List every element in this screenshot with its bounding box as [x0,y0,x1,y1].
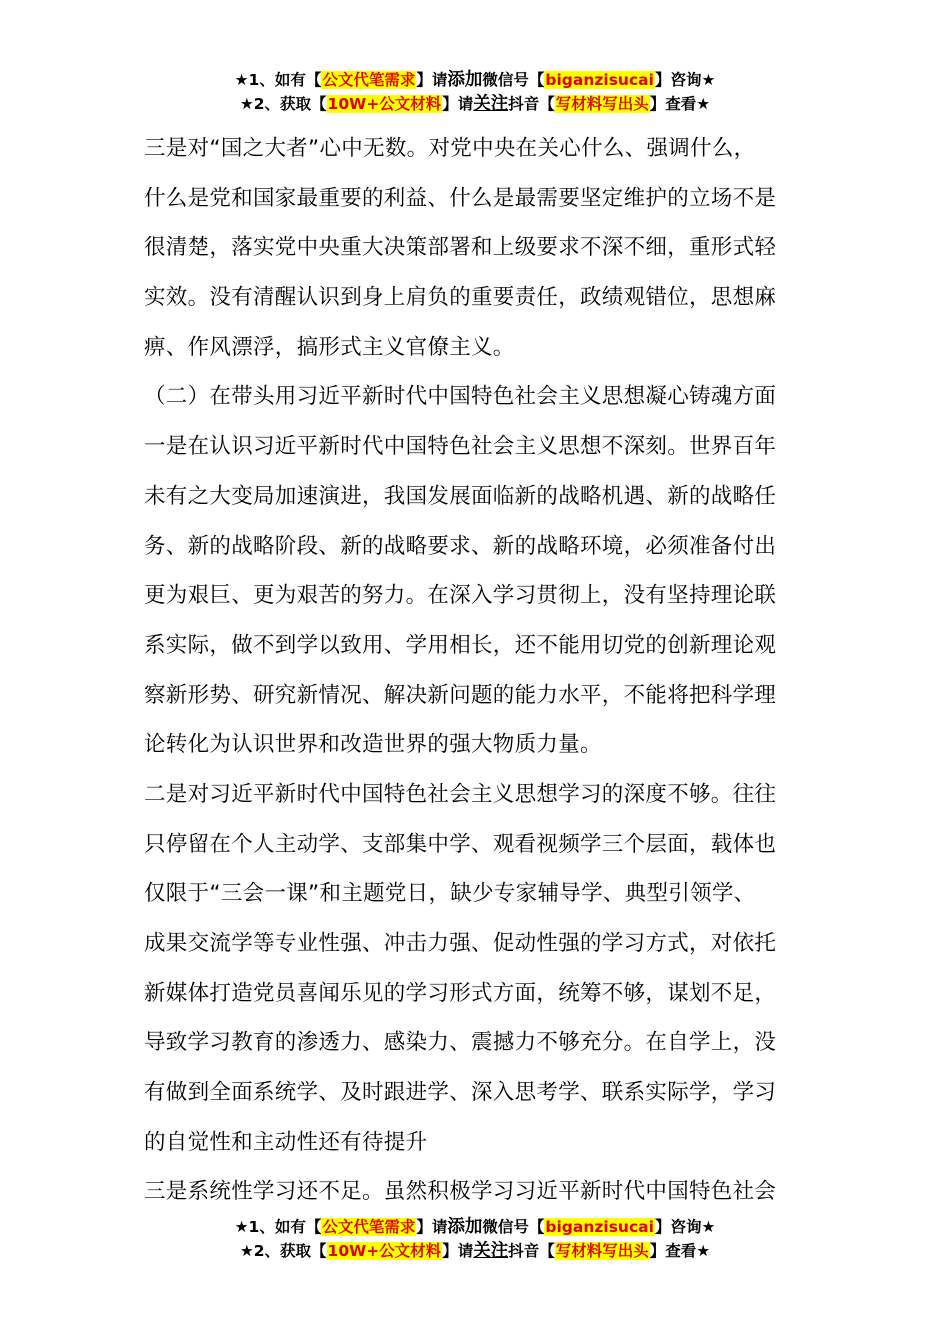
body-line: 很清楚，落实党中央重大决策部署和上级要求不深不细，重形式轻 [144,235,777,261]
footer-banner [0,1215,950,1263]
body-line: 务、新的战略阶段、新的战略要求、新的战略环境，必须准备付出 [144,533,777,559]
body-line: 有做到全面系统学、及时跟进学、深入思考学、联系实际学，学习 [144,1080,777,1106]
body-line: 未有之大变局加速演进，我国发展面临新的战略机遇、新的战略任 [144,483,777,509]
body-line: 二是对习近平新时代中国特色社会主义思想学习的深度不够。往往 [144,781,777,807]
section-heading: （二）在带头用习近平新时代中国特色社会主义思想凝心铸魂方面 [144,384,777,410]
highlight-service: 公文代笔需求 [322,1218,416,1236]
body-line: 更为艰巨、更为艰苦的努力。在深入学习贯彻上，没有坚持理论联 [144,583,777,609]
body-line: 导致学习教育的渗透力、感染力、震撼力不够充分。在自学上，没 [144,1030,777,1056]
body-line: 三是对“国之大者”心中无数。对党中央在关心什么、强调什么， [144,136,756,161]
body-line: 三是系统性学习还不足。虽然积极学习习近平新时代中国特色社会 [144,1179,777,1205]
body-line: 系实际，做不到学以致用、学用相长，还不能用切党的创新理论观 [144,632,777,658]
banner-line-2: ★2、获取【10W+公文材料】请关注抖音【写材料写出头】查看★ [239,94,711,114]
body-line: 只停留在个人主动学、支部集中学、观看视频学三个层面，载体也 [144,831,777,857]
header-banner [0,68,950,116]
highlight-materials: 10W+公文材料 [327,95,442,113]
body-line: 论转化为认识世界和改造世界的强大物质力量。 [144,732,602,758]
body-line: 痹、作风漂浮，搞形式主义官僚主义。 [144,334,515,360]
highlight-douyin-account: 写材料写出头 [555,95,649,113]
body-line: 什么是党和国家最重要的利益、什么是最需要坚定维护的立场不是 [144,185,777,211]
banner-line-1: ★1、如有【公文代笔需求】请添加微信号【biganzisucai】咨询★ [234,70,716,90]
highlight-materials: 10W+公文材料 [327,1242,442,1260]
document-body [144,124,812,1217]
body-line: 一是在认识习近平新时代中国特色社会主义思想不深刻。世界百年 [144,434,777,460]
body-line: 的自觉性和主动性还有待提升 [144,1129,428,1155]
highlight-wechat-id: biganzisucai [545,71,654,89]
body-line: 成果交流学等专业性强、冲击力强、促动性强的学习方式，对依托 [144,931,777,956]
banner-line-2: ★2、获取【10W+公文材料】请关注抖音【写材料写出头】查看★ [239,1241,711,1261]
body-line: 新媒体打造党员喜闻乐见的学习形式方面，统筹不够，谋划不足， [144,980,777,1006]
highlight-douyin-account: 写材料写出头 [555,1242,649,1260]
banner-line-1: ★1、如有【公文代笔需求】请添加微信号【biganzisucai】咨询★ [234,1217,716,1237]
highlight-wechat-id: biganzisucai [545,1218,654,1236]
highlight-service: 公文代笔需求 [322,71,416,89]
body-line: 实效。没有清醒认识到身上肩负的重要责任，政绩观错位，思想麻 [144,285,777,311]
body-line: 察新形势、研究新情况、解决新问题的能力水平，不能将把科学理 [144,682,777,708]
body-line: 仅限于“三会一课”和主题党日，缺少专家辅导学、典型引领学、 [144,881,756,907]
